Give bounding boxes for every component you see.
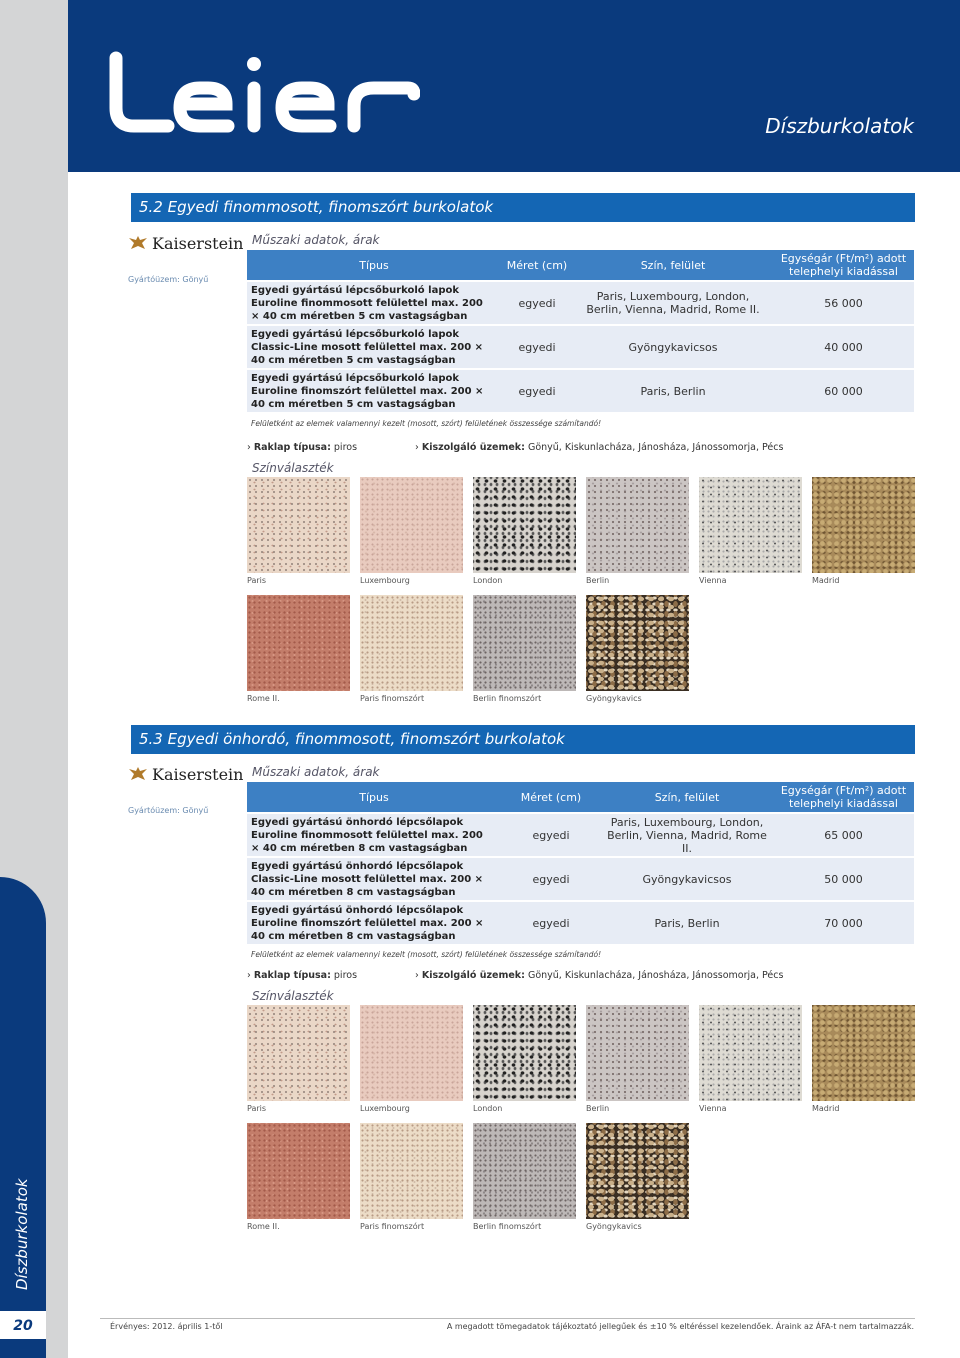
swatch-label: Gyöngykavics: [586, 694, 642, 703]
type-cell: Egyedi gyártású önhordó lépcsőlapok Euroline finommosott felülettel max. 200 × 40 cm méretben 8 cm vastagságban: [247, 814, 501, 856]
column-header: Méret (cm): [501, 782, 601, 812]
column-header: Egységár (Ft/m²) adott telephelyi kiadással: [773, 250, 914, 280]
swatch-label: Paris: [247, 1104, 267, 1113]
section-title-bar: 5.2 Egyedi finommosott, finomszórt burkolatok: [131, 193, 915, 222]
page-number: 20: [0, 1309, 46, 1339]
page-header: [68, 0, 960, 172]
table-header-row: [247, 782, 914, 812]
swatch-label: Berlin: [586, 576, 610, 585]
column-header: Típus: [247, 782, 501, 812]
swatch-label: Paris finomszórt: [360, 694, 425, 703]
swatch-label: Madrid: [812, 576, 840, 585]
color-cell: Paris, Luxembourg, London, Berlin, Vienna, Madrid, Rome II.: [573, 282, 773, 324]
swatch-madrid: [812, 1005, 915, 1101]
swatch-rome: [247, 1123, 350, 1219]
type-cell: Egyedi gyártású önhordó lépcsőlapok Classic-Line mosott felülettel max. 200 × 40 cm méretben 8 cm vastagságban: [247, 858, 501, 900]
kaiserstein-eagle-icon: [128, 764, 148, 784]
price-cell: 70 000: [773, 902, 914, 944]
type-cell: Egyedi gyártású önhordó lépcsőlapok Euroline finomszórt felülettel max. 200 × 40 cm méretben 8 cm vastagságban: [247, 902, 501, 944]
swatch-berlin-fine: [473, 1123, 576, 1219]
pallet-type: › Raklap típusa: piros: [247, 442, 358, 453]
brand-name: Kaiserstein: [152, 764, 244, 784]
size-cell: egyedi: [501, 326, 573, 368]
table-row: [247, 282, 914, 324]
swatch-berlin: [586, 477, 689, 573]
swatch-paris-fine: [360, 595, 463, 691]
column-header: Szín, felület: [573, 250, 773, 280]
size-cell: egyedi: [501, 370, 573, 412]
swatch-label: Berlin: [586, 1104, 610, 1113]
swatch-label: Madrid: [812, 1104, 840, 1113]
table-footnote: Felületként az elemek valamennyi kezelt (mosott, szórt) felületének összessége számítandó!: [251, 419, 602, 428]
swatch-london: [473, 477, 576, 573]
price-cell: 60 000: [773, 370, 914, 412]
swatch-label: Vienna: [699, 1104, 727, 1113]
swatch-paris-fine: [360, 1123, 463, 1219]
swatch-label: London: [473, 1104, 503, 1113]
swatch-paris: [247, 1005, 350, 1101]
swatch-heading: Színválaszték: [252, 989, 334, 1003]
color-cell: Gyöngykavicsos: [601, 858, 773, 900]
color-cell: Paris, Berlin: [573, 370, 773, 412]
color-cell: Gyöngykavicsos: [573, 326, 773, 368]
section-title-bar: 5.3 Egyedi önhordó, finommosott, finomszórt burkolatok: [131, 725, 915, 754]
swatch-label: Gyöngykavics: [586, 1222, 642, 1231]
swatch-label: Rome II.: [247, 1222, 280, 1231]
leier-logo: [108, 48, 420, 134]
brand-block: [128, 764, 243, 784]
brand-block: [128, 233, 243, 253]
swatch-label: Luxembourg: [360, 576, 410, 585]
column-header: Egységár (Ft/m²) adott telephelyi kiadással: [773, 782, 914, 812]
spec-title: Műszaki adatok, árak: [252, 765, 380, 779]
size-cell: egyedi: [501, 814, 601, 856]
spec-title: Műszaki adatok, árak: [252, 233, 380, 247]
kaiserstein-eagle-icon: [128, 233, 148, 253]
swatch-label: Luxembourg: [360, 1104, 410, 1113]
type-cell: Egyedi gyártású lépcsőburkoló lapok Euroline finomszórt felülettel max. 200 × 40 cm méretben 5 cm vastagságban: [247, 370, 501, 412]
size-cell: egyedi: [501, 858, 601, 900]
swatch-heading: Színválaszték: [252, 461, 334, 475]
swatch-luxembourg: [360, 477, 463, 573]
column-header: Szín, felület: [601, 782, 773, 812]
swatch-rome: [247, 595, 350, 691]
swatch-berlin-fine: [473, 595, 576, 691]
type-cell: Egyedi gyártású lépcsőburkoló lapok Classic-Line mosott felülettel max. 200 × 40 cm méretben 5 cm vastagságban: [247, 326, 501, 368]
swatch-vienna: [699, 1005, 802, 1101]
size-cell: egyedi: [501, 902, 601, 944]
factory-label: Gyártóüzem: Gönyű: [128, 806, 209, 815]
validity-note: Érvényes: 2012. április 1-től: [110, 1322, 223, 1331]
price-cell: 65 000: [773, 814, 914, 856]
color-cell: Paris, Luxembourg, London, Berlin, Vienna, Madrid, Rome II.: [601, 814, 773, 856]
table-header-row: [247, 250, 914, 280]
table-row: [247, 370, 914, 412]
table-row: [247, 858, 914, 900]
table-row: [247, 814, 914, 856]
swatch-label: Paris finomszórt: [360, 1222, 425, 1231]
swatch-label: Berlin finomszórt: [473, 1222, 542, 1231]
column-header: Típus: [247, 250, 501, 280]
footer-divider: [100, 1318, 915, 1319]
swatch-paris: [247, 477, 350, 573]
price-table: [247, 248, 914, 414]
brand-name: Kaiserstein: [152, 233, 244, 253]
document-title: Díszburkolatok: [765, 114, 914, 138]
price-table: [247, 780, 914, 946]
swatch-pebble: [586, 595, 689, 691]
price-cell: 56 000: [773, 282, 914, 324]
table-row: [247, 902, 914, 944]
swatch-london: [473, 1005, 576, 1101]
factory-label: Gyártóüzem: Gönyű: [128, 275, 209, 284]
side-chapter-label: Díszburkolatok: [13, 1178, 31, 1290]
swatch-berlin: [586, 1005, 689, 1101]
price-cell: 40 000: [773, 326, 914, 368]
swatch-label: Berlin finomszórt: [473, 694, 542, 703]
swatch-vienna: [699, 477, 802, 573]
table-row: [247, 326, 914, 368]
type-cell: Egyedi gyártású lépcsőburkoló lapok Euroline finommosott felülettel max. 200 × 40 cm méretben 5 cm vastagságban: [247, 282, 501, 324]
swatch-pebble: [586, 1123, 689, 1219]
swatch-madrid: [812, 477, 915, 573]
size-cell: egyedi: [501, 282, 573, 324]
price-cell: 50 000: [773, 858, 914, 900]
disclaimer-note: A megadott tömegadatok tájékoztató jellegűek és ±10 % eltéréssel kezelendőek. Áraink az ÁFA-t nem tartalmazzák.: [446, 1322, 914, 1331]
serving-plants: › Kiszolgáló üzemek: Gönyű, Kiskunlacháza, Jánosháza, Jánossomorja, Pécs: [415, 970, 784, 981]
color-cell: Paris, Berlin: [601, 902, 773, 944]
pallet-type: › Raklap típusa: piros: [247, 970, 358, 981]
column-header: Méret (cm): [501, 250, 573, 280]
swatch-label: Vienna: [699, 576, 727, 585]
swatch-luxembourg: [360, 1005, 463, 1101]
swatch-label: Paris: [247, 576, 267, 585]
serving-plants: › Kiszolgáló üzemek: Gönyű, Kiskunlacháza, Jánosháza, Jánossomorja, Pécs: [415, 442, 784, 453]
swatch-label: London: [473, 576, 503, 585]
table-footnote: Felületként az elemek valamennyi kezelt (mosott, szórt) felületének összessége számítandó!: [251, 950, 602, 959]
swatch-label: Rome II.: [247, 694, 280, 703]
